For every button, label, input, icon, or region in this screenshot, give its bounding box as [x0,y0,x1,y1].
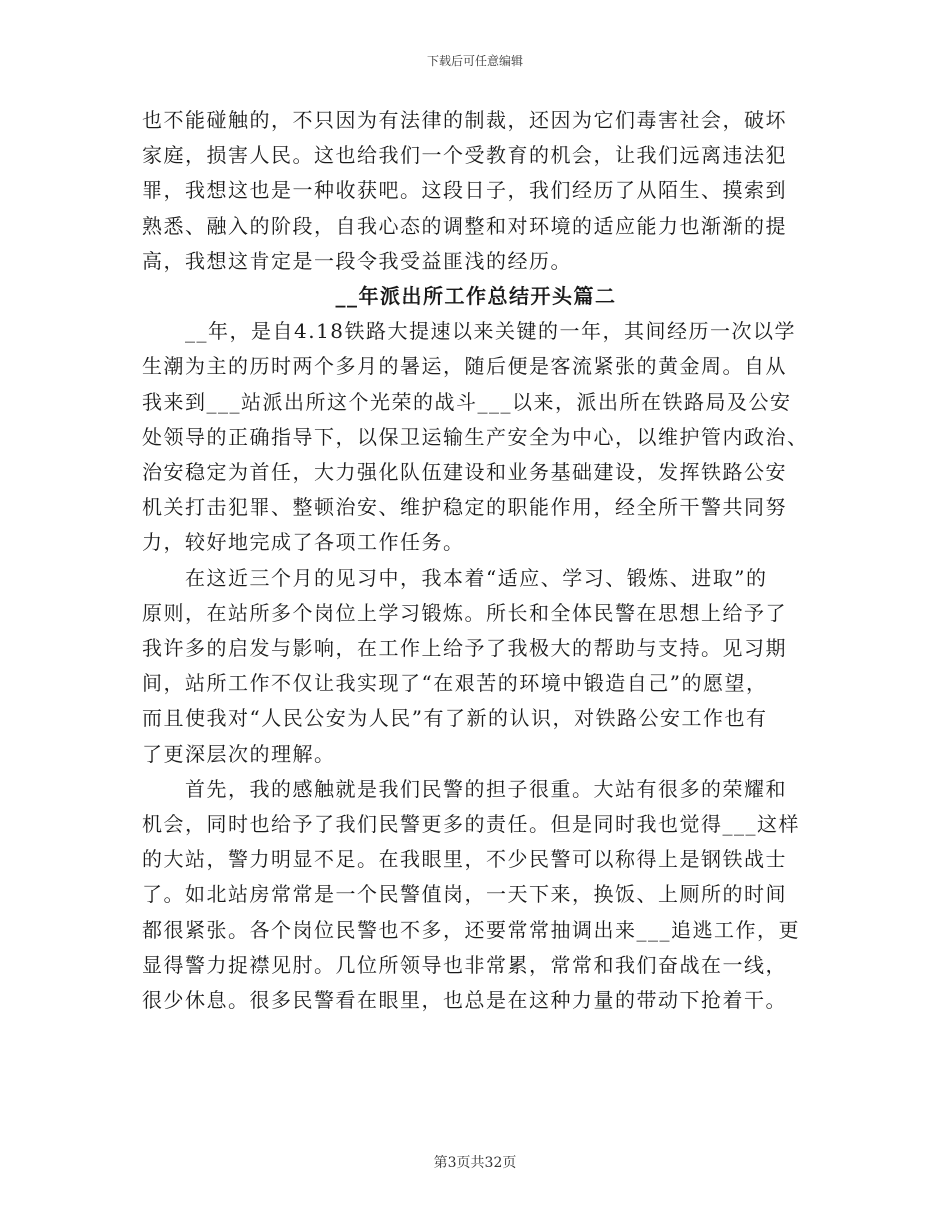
text-line: 罪，我想这也是一种收获吧。这段日子，我们经历了从陌生、摸索到 [142,178,787,203]
text-line: 显得警力捉襟见肘。几位所领导也非常累，常常和我们奋战在一线， [142,952,787,977]
text-line: 机会，同时也给予了我们民警更多的责任。但是同时我也觉得___这样 [142,812,800,837]
text-line: 高，我想这肯定是一段令我受益匪浅的经历。 [142,248,572,273]
text-line: 生潮为主的历时两个多月的暑运，随后便是客流紧张的黄金周。自从 [142,354,787,379]
text-line: 力，较好地完成了各项工作任务。 [142,530,465,555]
text-line: 首先，我的感触就是我们民警的担子很重。大站有很多的荣耀和 [142,776,787,801]
text-line: __年，是自4.18铁路大提速以来关键的一年，其间经历一次以学 [142,319,797,344]
text-line: 机关打击犯罪、整顿治安、维护稳定的职能作用，经全所干警共同努 [142,495,787,520]
document-body [142,103,810,1018]
section-title: __年派出所工作总结开头篇二 [335,284,617,309]
text-line: 在这近三个月的见习中，我本着“适应、学习、锻炼、进取”的 [142,565,768,590]
text-line: 了。如北站房常常是一个民警值岗，一天下来，换饭、上厕所的时间 [142,882,787,907]
text-line: 熟悉、融入的阶段，自我心态的调整和对环境的适应能力也渐渐的提 [142,213,787,238]
text-line: 了更深层次的理解。 [142,741,336,766]
text-line: 处领导的正确指导下，以保卫运输生产安全为中心，以维护管内政治、 [142,424,809,449]
text-line: 很少休息。很多民警看在眼里，也总是在这种力量的带动下抢着干。 [142,988,787,1013]
page-footer: 第3页共32页 [433,1155,517,1171]
page-header: 下载后可任意编辑 [426,54,523,68]
text-line: 家庭，损害人民。这也给我们一个受教育的机会，让我们远离违法犯 [142,143,787,168]
text-line: 而且使我对“人民公安为人民”有了新的认识，对铁路公安工作也有 [142,706,768,731]
text-line: 间，站所工作不仅让我实现了“在艰苦的环境中锻造自己”的愿望， [142,671,768,696]
text-line: 都很紧张。各个岗位民警也不多，还要常常抽调出来___追逃工作，更 [142,917,800,942]
text-line: 的大站，警力明显不足。在我眼里，不少民警可以称得上是钢铁战士 [142,847,787,872]
text-line: 我来到___站派出所这个光荣的战斗___以来，派出所在铁路局及公安 [142,389,792,414]
text-line: 原则，在站所多个岗位上学习锻炼。所长和全体民警在思想上给予了 [142,600,787,625]
text-line: 治安稳定为首任，大力强化队伍建设和业务基础建设，发挥铁路公安 [142,460,787,485]
text-line: 我许多的启发与影响，在工作上给予了我极大的帮助与支持。见习期 [142,636,787,661]
text-line: 也不能碰触的，不只因为有法律的制裁，还因为它们毒害社会，破坏 [142,108,787,132]
